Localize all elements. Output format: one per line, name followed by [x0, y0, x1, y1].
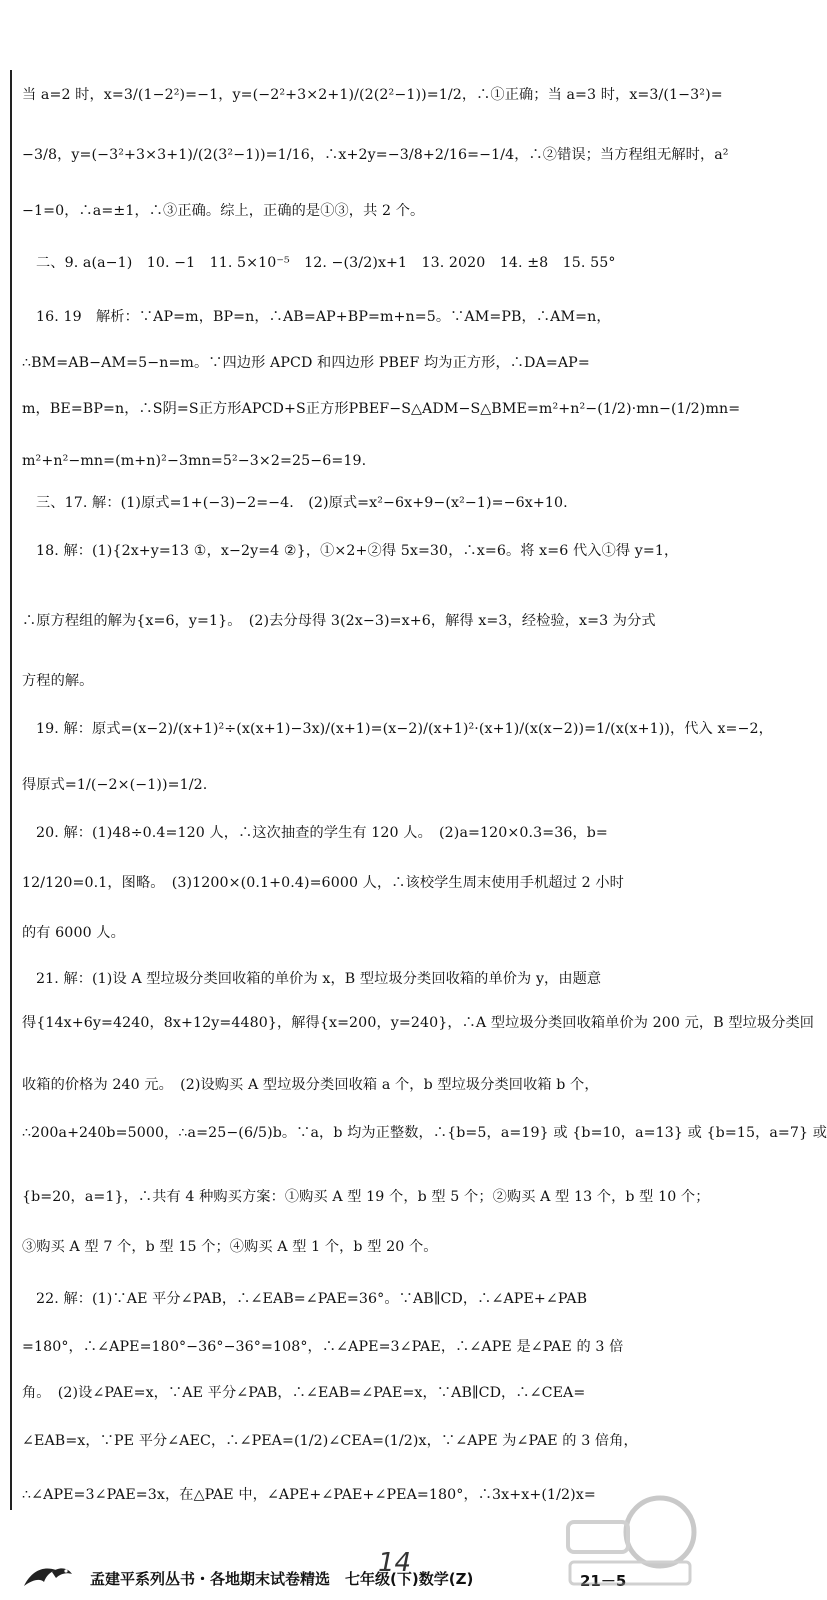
- text-line: {b=20，a=1}，∴共有 4 种购买方案：①购买 A 型 19 个，b 型 5 个；②购买 A 型 13 个，b 型 10 个；: [22, 1189, 710, 1205]
- text-line: m²+n²−mn=(m+n)²−3mn=5²−3×2=25−6=19.: [22, 453, 367, 469]
- handwritten-number: 14: [378, 1548, 412, 1578]
- text-line: 方程的解。: [22, 673, 94, 689]
- text-line: ∴BM=AB−AM=5−n=m。∵四边形 APCD 和四边形 PBEF 均为正方形，∴DA=AP=: [22, 355, 590, 371]
- text-line: −3/8，y=(−3²+3×3+1)/(2(3²−1))=1/16，∴x+2y=−3/8+2/16=−1/4，∴②错误；当方程组无解时，a²: [22, 147, 729, 163]
- text-line: 22. 解：(1)∵AE 平分∠PAB，∴∠EAB=∠PAE=36°。∵AB∥CD，∴∠APE+∠PAB: [36, 1291, 588, 1307]
- text-line: 16. 19 解析：∵AP=m，BP=n，∴AB=AP+BP=m+n=5。∵AM=PB，∴AM=n，: [36, 309, 611, 325]
- text-line: 得{14x+6y=4240，8x+12y=4480}，解得{x=200，y=240}，∴A 型垃圾分类回收箱单价为 200 元，B 型垃圾分类回: [22, 1015, 815, 1031]
- left-border: [10, 70, 12, 1510]
- book-series-title: 孟建平系列丛书・各地期末试卷精选 七年级(下)数学(Z): [90, 1570, 474, 1588]
- text-line: 二、9. a(a−1) 10. −1 11. 5×10⁻⁵ 12. −(3/2)x+1 13. 2020 14. ±8 15. 55°: [36, 255, 616, 271]
- text-line: ∴200a+240b=5000，∴a=25−(6/5)b。∵a，b 均为正整数，∴{b=5，a=19} 或 {b=10，a=13} 或 {b=15，a=7} 或: [22, 1125, 827, 1141]
- text-line: 三、17. 解：(1)原式=1+(−3)−2=−4. (2)原式=x²−6x+9−(x²−1)=−6x+10.: [36, 495, 568, 511]
- text-line: ∠EAB=x，∵PE 平分∠AEC，∴∠PEA=(1/2)∠CEA=(1/2)x，∵∠APE 为∠PAE 的 3 倍角，: [22, 1433, 638, 1449]
- text-line: 角。 (2)设∠PAE=x，∵AE 平分∠PAB，∴∠EAB=∠PAE=x，∵AB∥CD，∴∠CEA=: [22, 1385, 586, 1401]
- page-number: 21－5: [580, 1572, 627, 1590]
- text-line: 当 a=2 时，x=3/(1−2²)=−1，y=(−2²+3×2+1)/(2(2²−1))=1/2，∴①正确；当 a=3 时，x=3/(1−3²)=: [22, 87, 723, 103]
- bird-logo-icon: [22, 1560, 74, 1592]
- text-line: 18. 解：(1){2x+y=13 ①，x−2y=4 ②}，①×2+②得 5x=30，∴x=6。将 x=6 代入①得 y=1，: [36, 543, 679, 559]
- text-line: 收箱的价格为 240 元。 (2)设购买 A 型垃圾分类回收箱 a 个，b 型垃圾分类回收箱 b 个，: [22, 1077, 599, 1093]
- text-line: ∴原方程组的解为{x=6，y=1}。 (2)去分母得 3(2x−3)=x+6，解得 x=3，经检验，x=3 为分式: [22, 613, 656, 629]
- text-line: 19. 解：原式=(x−2)/(x+1)²÷(x(x+1)−3x)/(x+1)=(x−2)/(x+1)²·(x+1)/(x(x−2))=1/(x(x+1))，代入 x=−2，: [36, 721, 773, 737]
- text-line: −1=0，∴a=±1，∴③正确。综上，正确的是①③，共 2 个。: [22, 203, 425, 219]
- text-line: =180°，∴∠APE=180°−36°−36°=108°，∴∠APE=3∠PAE，∴∠APE 是∠PAE 的 3 倍: [22, 1339, 624, 1355]
- answer-stamp-icon: [560, 1492, 700, 1592]
- text-line: m，BE=BP=n，∴S阴=S正方形APCD+S正方形PBEF−S△ADM−S△BME=m²+n²−(1/2)·mn−(1/2)mn=: [22, 401, 741, 417]
- text-line: 21. 解：(1)设 A 型垃圾分类回收箱的单价为 x，B 型垃圾分类回收箱的单价为 y，由题意: [36, 971, 602, 987]
- text-line: 20. 解：(1)48÷0.4=120 人，∴这次抽查的学生有 120 人。 (2)a=120×0.3=36，b=: [36, 825, 608, 841]
- text-line: ③购买 A 型 7 个，b 型 15 个；④购买 A 型 1 个，b 型 20 个。: [22, 1239, 438, 1255]
- text-line: ∴∠APE=3∠PAE=3x，在△PAE 中，∠APE+∠PAE+∠PEA=180°，∴3x+x+(1/2)x=: [22, 1487, 596, 1503]
- text-line: 得原式=1/(−2×(−1))=1/2.: [22, 777, 208, 793]
- text-line: 的有 6000 人。: [22, 925, 125, 941]
- text-line: 12/120=0.1，图略。 (3)1200×(0.1+0.4)=6000 人，∴该校学生周末使用手机超过 2 小时: [22, 875, 624, 891]
